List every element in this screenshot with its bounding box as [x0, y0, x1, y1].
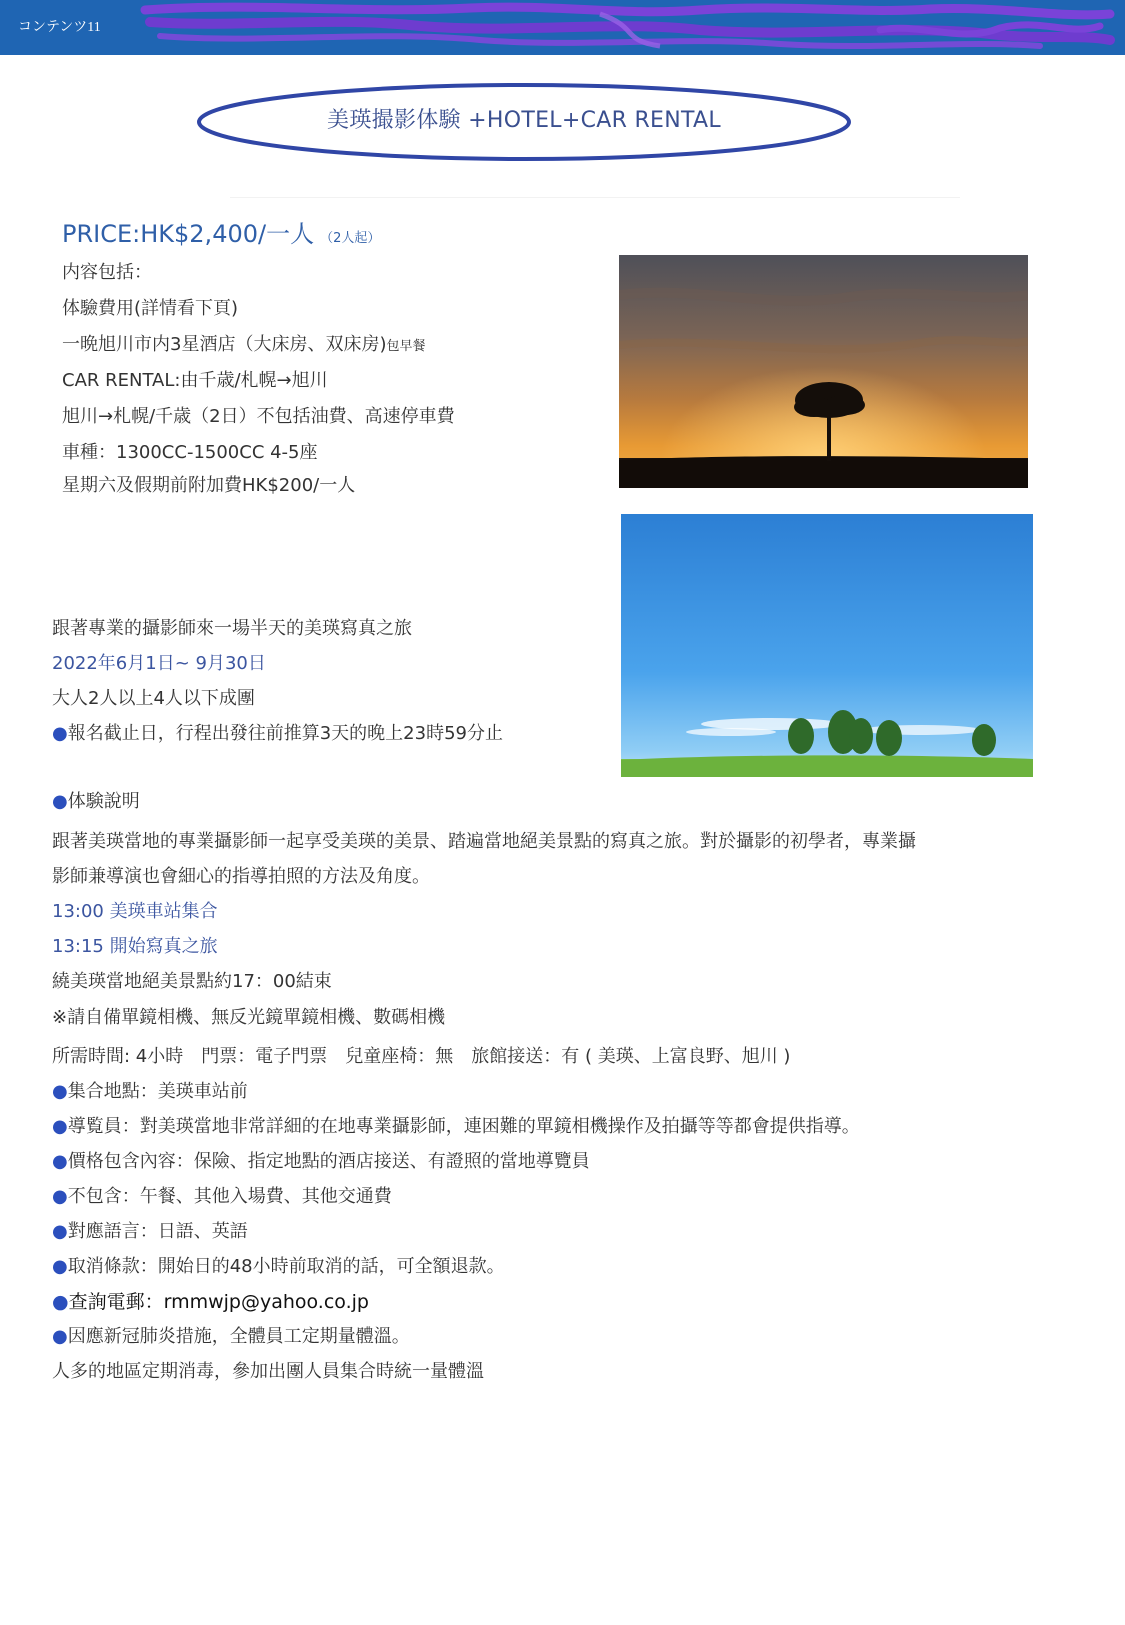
package-line: CAR RENTAL:由千歳/札幌→旭川 — [62, 370, 328, 391]
bullet-icon: ● — [52, 1081, 68, 1102]
schedule-line: 繞美瑛當地絕美景點約17：00結束 — [52, 971, 332, 992]
bullet-item — [52, 1112, 860, 1138]
schedule-line: 13:00 美瑛車站集合 — [52, 901, 218, 922]
package-line: 星期六及假期前附加費HK$200/一人 — [62, 475, 356, 496]
price-line — [62, 214, 380, 249]
blue-sky-photo — [621, 514, 1033, 777]
intro-line: 大人2人以上4人以下成團 — [52, 688, 255, 709]
page-title: 美瑛撮影体験 +HOTEL+CAR RENTAL — [327, 108, 721, 133]
sunset-tree-photo — [619, 255, 1028, 488]
schedule-line: 所需時間: 4小時 門票：電子門票 兒童座椅：無 旅館接送：有 ( 美瑛、上富良野、旭川 ) — [52, 1046, 791, 1067]
contact-line — [52, 1287, 369, 1314]
bullet-item — [52, 1147, 590, 1173]
bullet-item — [52, 1182, 392, 1208]
description-line: 跟著美瑛當地的專業攝影師一起享受美瑛的美景、踏遍當地絕美景點的寫真之旅。對於攝影的初學者，專業攝 — [52, 831, 916, 852]
package-line — [62, 330, 426, 356]
deadline-text: 報名截止日，行程出發往前推算3天的晚上23時59分止 — [67, 723, 503, 744]
bullet-icon: ● — [52, 1221, 68, 1242]
bullet-text: 對應語言：日語、英語 — [67, 1221, 248, 1242]
intro-deadline — [52, 719, 503, 745]
bullet-icon: ● — [52, 1186, 68, 1207]
details-heading — [52, 787, 140, 813]
bullet-icon: ● — [52, 1256, 68, 1277]
breakfast-note: 包早餐 — [386, 339, 426, 354]
package-line: 体驗費用(詳情看下頁) — [62, 298, 239, 319]
bullet-text: 不包含：午餐、其他入場費、其他交通費 — [67, 1186, 392, 1207]
bullet-item — [52, 1217, 248, 1243]
bullet-icon: ● — [52, 791, 68, 812]
bullet-text: 取消條款：開始日的48小時前取消的話，可全額退款。 — [67, 1256, 505, 1277]
bullet-text: 集合地點：美瑛車站前 — [67, 1081, 248, 1102]
bullet-icon: ● — [52, 1291, 69, 1313]
header-label: コンテンツ11 — [18, 20, 101, 35]
bullet-icon: ● — [52, 1326, 68, 1347]
intro-line: 跟著專業的攝影師來一場半天的美瑛寫真之旅 — [52, 618, 412, 639]
intro-date: 2022年6月1日~ 9月30日 — [52, 653, 266, 674]
schedule-line: 13:15 開始寫真之旅 — [52, 936, 218, 957]
hotel-text: 一晩旭川市内3星酒店（大床房、双床房) — [62, 334, 387, 355]
details-heading-text: 体験說明 — [67, 791, 140, 812]
bullet-item — [52, 1252, 505, 1278]
bullet-icon: ● — [52, 1151, 68, 1172]
package-line: 車種：1300CC-1500CC 4-5座 — [62, 442, 318, 463]
bullet-item — [52, 1077, 248, 1103]
bullet-text: 價格包含內容：保險、指定地點的酒店接送、有證照的當地導覽員 — [67, 1151, 590, 1172]
package-line: 内容包括： — [62, 262, 152, 283]
contact-email[interactable]: 查詢電郵：rmmwjp@yahoo.co.jp — [68, 1291, 369, 1313]
header-bar — [0, 0, 1125, 55]
schedule-line: ※請自備單鏡相機、無反光鏡單鏡相機、數碼相機 — [52, 1007, 446, 1028]
price-note: （2人起） — [320, 231, 381, 246]
covid-extra-line: 人多的地區定期消毒，參加出團人員集合時統一量體溫 — [52, 1361, 484, 1382]
description-line: 影師兼導演也會細心的指導拍照的方法及角度。 — [52, 866, 430, 887]
bullet-icon: ● — [52, 1116, 68, 1137]
header-scribble — [0, 0, 1125, 55]
package-line: 旭川→札幌/千歳（2日）不包括油費、高速停車費 — [62, 406, 455, 427]
covid-text: 因應新冠肺炎措施，全體員工定期量體溫。 — [67, 1326, 410, 1347]
price-text: PRICE:HK$2,400/一人 — [62, 220, 315, 248]
covid-line — [52, 1322, 410, 1348]
divider — [230, 197, 960, 198]
bullet-text: 導覧員：對美瑛當地非常詳細的在地專業攝影師，連困難的單鏡相機操作及拍攝等等都會提供指導。 — [67, 1116, 860, 1137]
bullet-icon: ● — [52, 723, 68, 744]
